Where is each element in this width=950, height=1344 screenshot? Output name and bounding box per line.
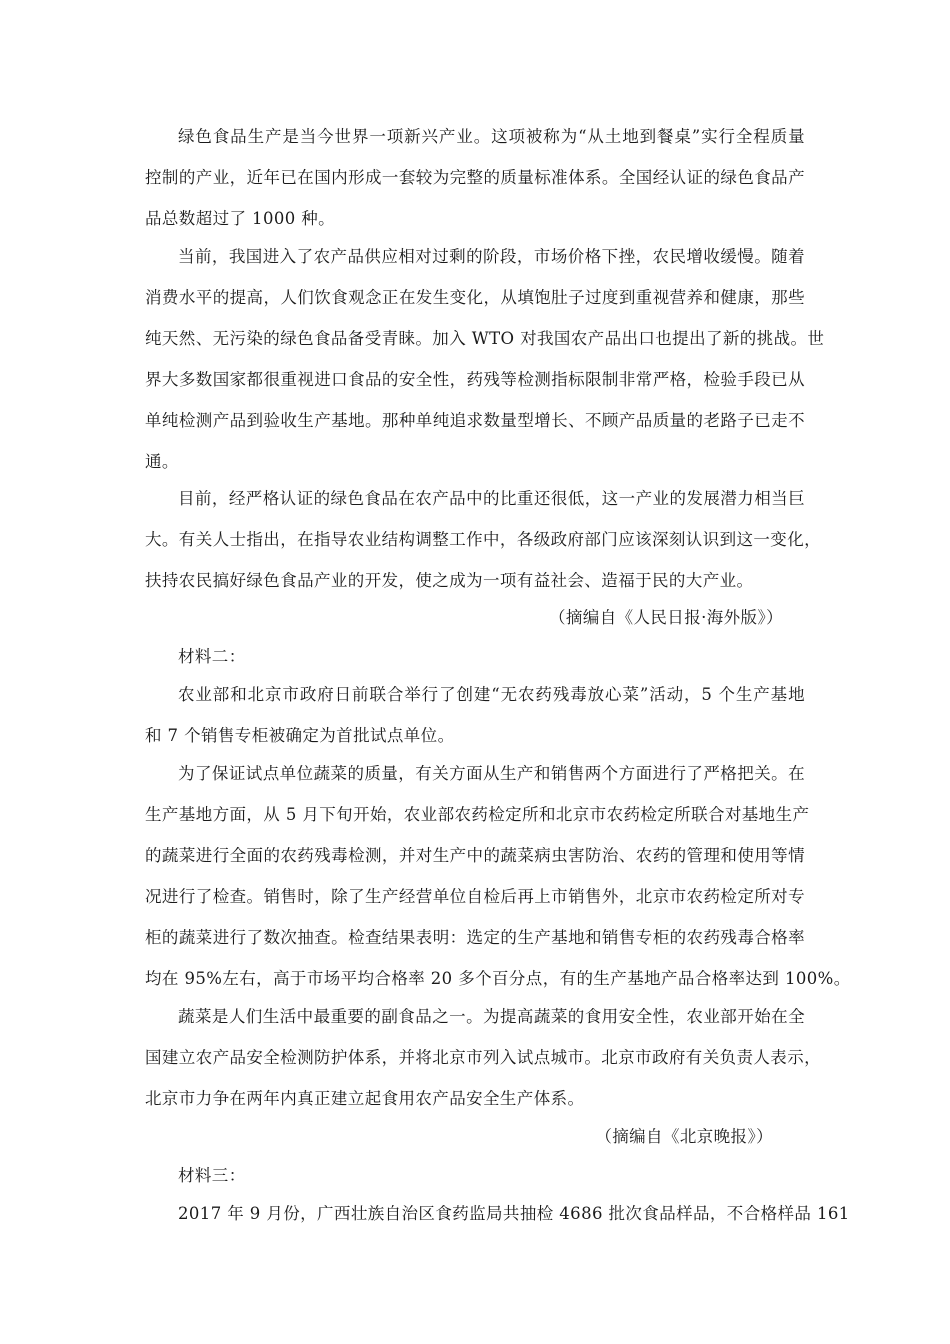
paragraph-7-line-1: 2017 年 9 月份，广西壮族自治区食药监局共抽检 4686 批次食品样品，不合格样品 161 xyxy=(178,1204,850,1223)
paragraph-6-line-3: 北京市力争在两年内真正建立起食用农产品安全生产体系。 xyxy=(145,1089,585,1108)
paragraph-2-line-5: 单纯检测产品到验收生产基地。那种单纯追求数量型增长、不顾产品质量的老路子已走不 xyxy=(145,411,805,430)
paragraph-2-line-1: 当前，我国进入了农产品供应相对过剩的阶段，市场价格下挫，农民增收缓慢。随着 xyxy=(178,247,805,266)
paragraph-6-line-1: 蔬菜是人们生活中最重要的副食品之一。为提高蔬菜的食用安全性，农业部开始在全 xyxy=(178,1007,805,1026)
paragraph-3-line-2: 大。有关人士指出，在指导农业结构调整工作中，各级政府部门应该深刻认识到这一变化， xyxy=(145,530,821,549)
source-citation-1: （摘编自《人民日报·海外版》） xyxy=(549,608,783,627)
paragraph-3-line-1: 目前，经严格认证的绿色食品在农产品中的比重还很低，这一产业的发展潜力相当巨 xyxy=(178,489,805,508)
paragraph-5-line-1: 为了保证试点单位蔬菜的质量，有关方面从生产和销售两个方面进行了严格把关。在 xyxy=(178,764,805,783)
paragraph-5-line-6: 均在 95%左右，高于市场平均合格率 20 多个百分点，有的生产基地产品合格率达到 100%。 xyxy=(145,969,851,988)
paragraph-2-line-2: 消费水平的提高，人们饮食观念正在发生变化，从填饱肚子过度到重视营养和健康，那些 xyxy=(145,288,805,307)
paragraph-5-line-5: 柜的蔬菜进行了数次抽查。检查结果表明：选定的生产基地和销售专柜的农药残毒合格率 xyxy=(145,928,805,947)
paragraph-5-line-3: 的蔬菜进行全面的农药残毒检测，并对生产中的蔬菜病虫害防治、农药的管理和使用等情 xyxy=(145,846,805,865)
section-heading-3: 材料三： xyxy=(178,1166,246,1185)
paragraph-1-line-1: 绿色食品生产是当今世界一项新兴产业。这项被称为“从土地到餐桌”实行全程质量 xyxy=(178,127,805,146)
paragraph-4-line-2: 和 7 个销售专柜被确定为首批试点单位。 xyxy=(145,726,455,745)
paragraph-2-line-3: 纯天然、无污染的绿色食品备受青睐。加入 WTO 对我国农产品出口也提出了新的挑战。世 xyxy=(145,329,825,348)
source-citation-2: （摘编自《北京晚报》） xyxy=(595,1127,773,1146)
paragraph-2-line-4: 界大多数国家都很重视进口食品的安全性，药残等检测指标限制非常严格，检验手段已从 xyxy=(145,370,805,389)
paragraph-6-line-2: 国建立农产品安全检测防护体系，并将北京市列入试点城市。北京市政府有关负责人表示， xyxy=(145,1048,821,1067)
paragraph-4-line-1: 农业部和北京市政府日前联合举行了创建“无农药残毒放心菜”活动，5 个生产基地 xyxy=(178,685,805,704)
paragraph-5-line-4: 况进行了检查。销售时，除了生产经营单位自检后再上市销售外，北京市农药检定所对专 xyxy=(145,887,805,906)
section-heading-2: 材料二： xyxy=(178,647,246,666)
paragraph-5-line-2: 生产基地方面，从 5 月下旬开始，农业部农药检定所和北京市农药检定所联合对基地生产 xyxy=(145,805,810,824)
paragraph-1-line-2: 控制的产业，近年已在国内形成一套较为完整的质量标准体系。全国经认证的绿色食品产 xyxy=(145,168,805,187)
paragraph-2-line-6: 通。 xyxy=(145,452,179,471)
paragraph-3-line-3: 扶持农民搞好绿色食品产业的开发，使之成为一项有益社会、造福于民的大产业。 xyxy=(145,571,754,590)
paragraph-1-line-3: 品总数超过了 1000 种。 xyxy=(145,209,336,228)
